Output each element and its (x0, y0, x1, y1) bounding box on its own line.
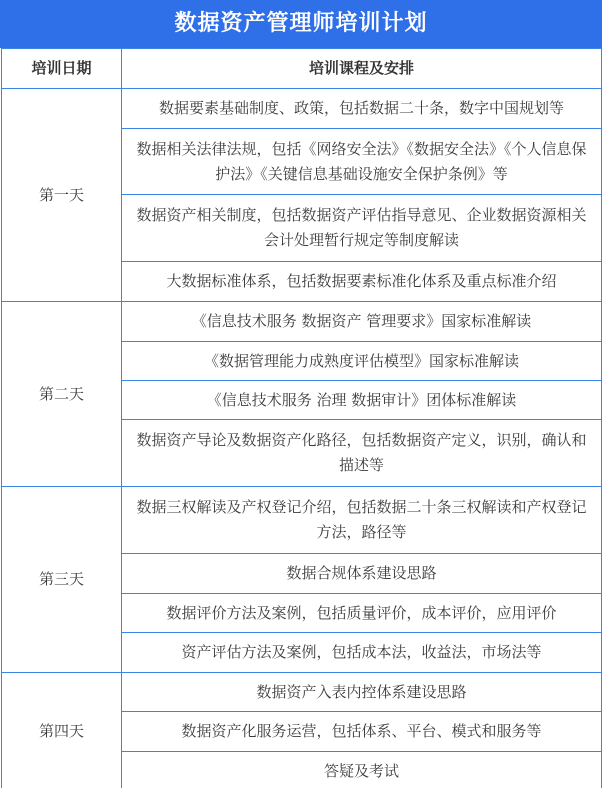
course-item: 《数据管理能力成熟度评估模型》国家标准解读 (122, 342, 602, 381)
table-row (2, 673, 602, 712)
course-item: 《信息技术服务 数据资产 管理要求》国家标准解读 (122, 302, 602, 342)
course-item: 资产评估方法及案例，包括成本法，收益法，市场法等 (122, 633, 602, 673)
course-item: 数据资产相关制度，包括数据资产评估指导意见、企业数据资源相关会计处理暂行规定等制度解读 (122, 195, 602, 262)
course-item: 数据相关法律法规，包括《网络安全法》《数据安全法》《个人信息保护法》《关键信息基础设施安全保护条例》等 (122, 129, 602, 195)
header-content: 培训课程及安排 (122, 49, 602, 89)
header-date: 培训日期 (2, 49, 122, 89)
course-item: 《信息技术服务 治理 数据审计》团体标准解读 (122, 381, 602, 420)
course-item: 数据要素基础制度、政策，包括数据二十条，数字中国规划等 (122, 89, 602, 129)
day-label: 第四天 (2, 673, 122, 788)
table-row (2, 89, 602, 129)
day-label: 第三天 (2, 487, 122, 673)
page-title: 数据资产管理师培训计划 (0, 0, 602, 48)
course-item: 大数据标准体系，包括数据要素标准化体系及重点标准介绍 (122, 262, 602, 302)
schedule-table (1, 48, 602, 788)
course-item: 数据资产化服务运营，包括体系、平台、模式和服务等 (122, 712, 602, 752)
course-item: 数据评价方法及案例，包括质量评价，成本评价，应用评价 (122, 594, 602, 633)
course-item: 数据资产入表内控体系建设思路 (122, 673, 602, 712)
day-label: 第二天 (2, 302, 122, 487)
table-row (2, 302, 602, 342)
course-item: 数据合规体系建设思路 (122, 554, 602, 594)
table-row (2, 487, 602, 554)
course-item: 数据三权解读及产权登记介绍，包括数据二十条三权解读和产权登记方法，路径等 (122, 487, 602, 554)
day-label: 第一天 (2, 89, 122, 302)
table-header-row (2, 49, 602, 89)
course-item: 答疑及考试 (122, 752, 602, 788)
course-item: 数据资产导论及数据资产化路径，包括数据资产定义，识别，确认和描述等 (122, 420, 602, 487)
